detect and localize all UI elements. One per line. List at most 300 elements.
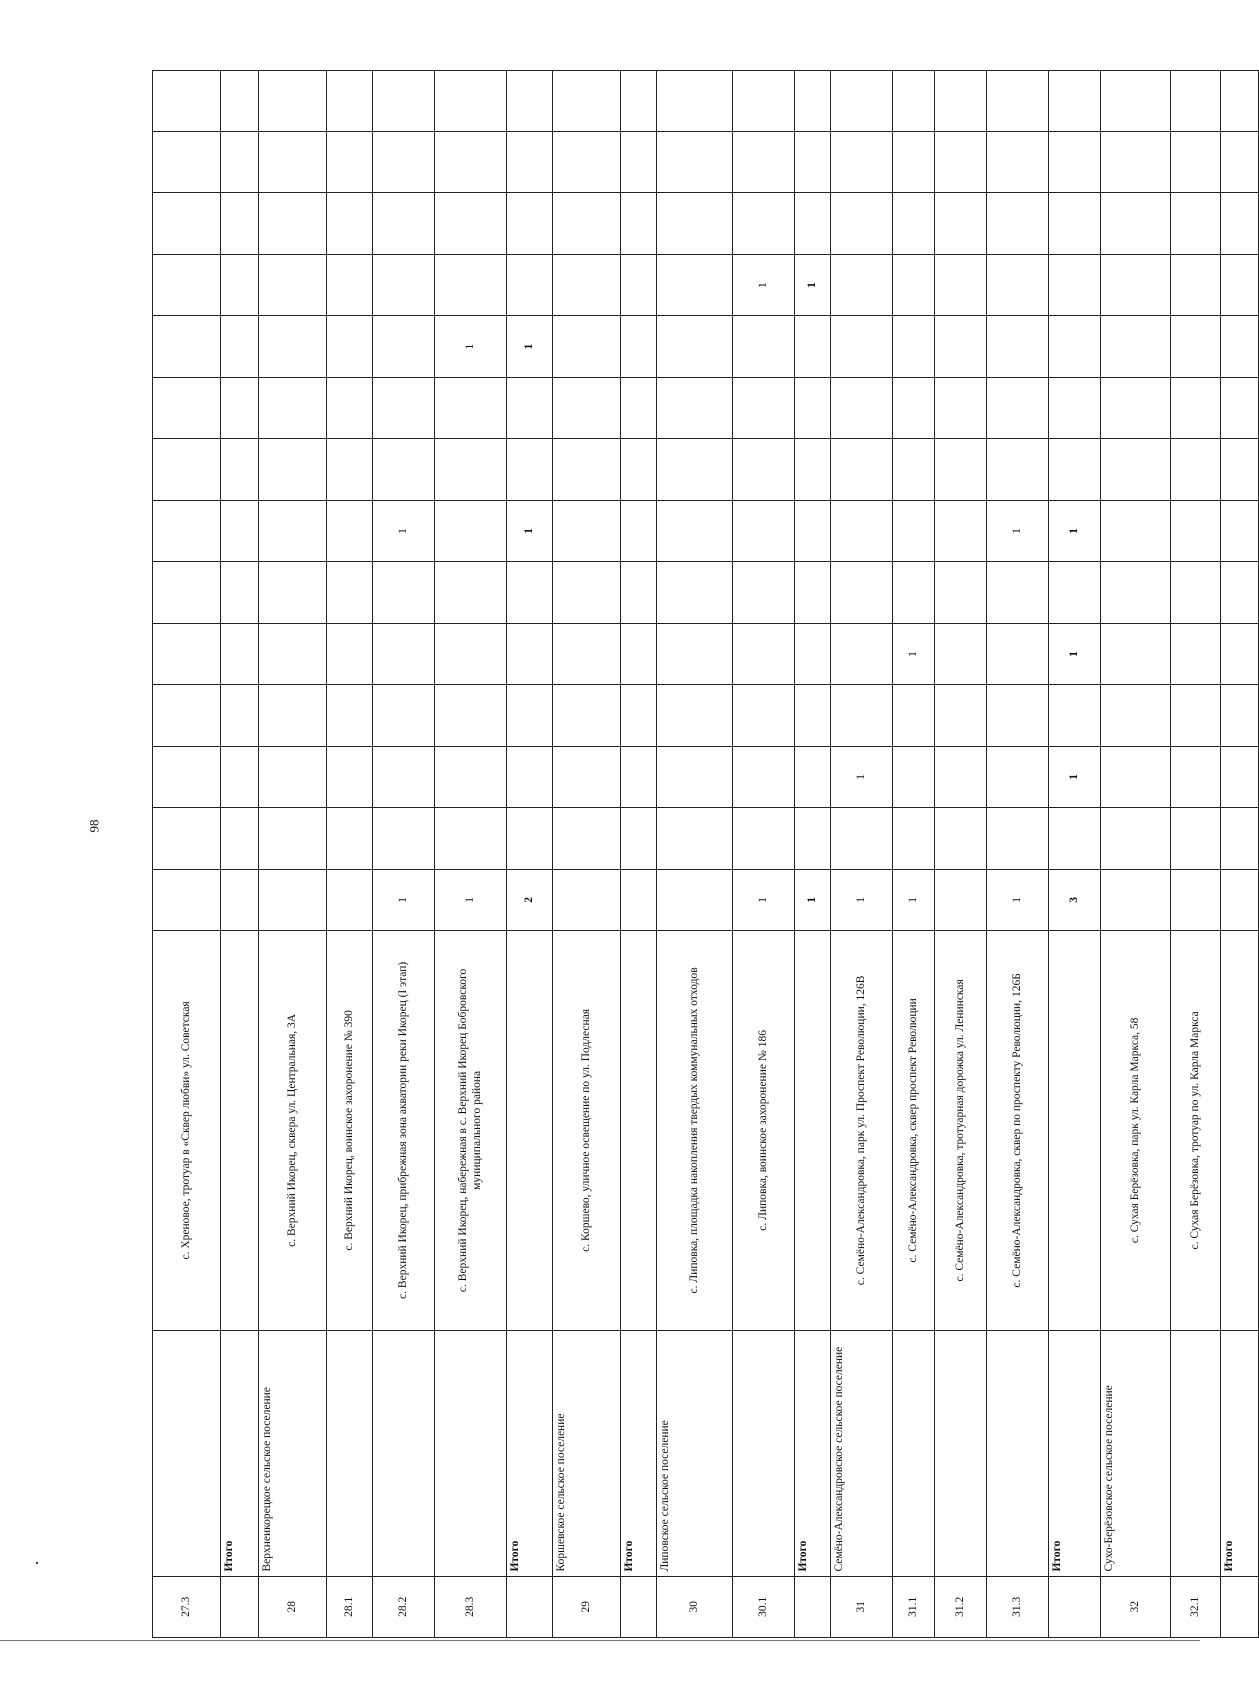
value-cell <box>1171 623 1221 684</box>
settlement-name <box>893 1330 935 1576</box>
value-cell <box>221 685 259 746</box>
object-description <box>1221 931 1259 1331</box>
table-row <box>893 9 935 1638</box>
value-cell <box>935 685 987 746</box>
object-description: с. Сухая Берёзовка, парк ул. Карла Маркса, 58 <box>1101 931 1171 1331</box>
value-cell <box>373 193 435 254</box>
value-cell <box>1101 70 1171 131</box>
value-cell <box>373 70 435 131</box>
value-cell <box>221 623 259 684</box>
value-cell <box>507 439 553 500</box>
value-cell <box>153 746 221 807</box>
value-cell <box>893 70 935 131</box>
total-label: Итого <box>795 1330 831 1576</box>
value-cell <box>373 562 435 623</box>
value-cell <box>795 193 831 254</box>
value-cell <box>1049 562 1101 623</box>
total-label: Итого <box>1221 1330 1259 1576</box>
value-cell <box>1101 500 1171 561</box>
value-cell <box>831 685 893 746</box>
object-description: с. Семёно-Александровка, сквер проспект Революции <box>893 931 935 1331</box>
value-cell <box>1221 254 1259 315</box>
row-number <box>795 1576 831 1637</box>
object-description: с. Семёно-Александровка, сквер по проспекту Революции, 126Б <box>987 931 1049 1331</box>
table-row <box>1221 9 1259 1638</box>
value-cell: 1 <box>987 869 1049 930</box>
table-row <box>1101 9 1171 1638</box>
object-description: с. Липовка, площадка накопления твердых коммунальных отходов <box>657 931 733 1331</box>
value-cell <box>153 439 221 500</box>
value-cell <box>893 685 935 746</box>
row-number: 31 <box>831 1576 893 1637</box>
value-cell <box>435 746 507 807</box>
value-cell: 1 <box>507 500 553 561</box>
value-cell <box>987 746 1049 807</box>
value-cell <box>259 377 327 438</box>
value-cell <box>621 808 657 869</box>
value-cell <box>831 377 893 438</box>
value-cell <box>221 377 259 438</box>
value-cell <box>795 623 831 684</box>
table-row <box>831 9 893 1638</box>
value-cell <box>1221 193 1259 254</box>
table-row <box>621 9 657 1638</box>
value-cell <box>373 808 435 869</box>
value-cell <box>831 254 893 315</box>
value-cell <box>507 685 553 746</box>
value-cell: 1 <box>987 500 1049 561</box>
value-cell <box>435 439 507 500</box>
value-cell: 1 <box>435 316 507 377</box>
value-cell <box>621 254 657 315</box>
value-cell <box>373 746 435 807</box>
value-cell <box>621 685 657 746</box>
value-cell <box>893 808 935 869</box>
value-cell <box>1221 132 1259 193</box>
value-cell <box>987 70 1049 131</box>
value-cell <box>1171 746 1221 807</box>
value-cell <box>327 746 373 807</box>
value-cell <box>621 70 657 131</box>
value-cell <box>373 316 435 377</box>
table-row <box>373 9 435 1638</box>
value-cell <box>435 623 507 684</box>
value-cell <box>657 254 733 315</box>
value-cell <box>553 70 621 131</box>
value-cell <box>153 623 221 684</box>
value-cell: 3 <box>1049 869 1101 930</box>
value-cell <box>153 808 221 869</box>
value-cell <box>893 562 935 623</box>
stray-mark <box>36 1562 38 1564</box>
object-description <box>621 931 657 1331</box>
value-cell <box>733 808 795 869</box>
value-cell <box>987 439 1049 500</box>
value-cell <box>553 377 621 438</box>
value-cell <box>1049 254 1101 315</box>
value-cell <box>221 869 259 930</box>
value-cell <box>935 623 987 684</box>
value-cell <box>1221 562 1259 623</box>
value-cell <box>259 70 327 131</box>
value-cell <box>795 808 831 869</box>
value-cell <box>657 500 733 561</box>
total-label: Итого <box>621 1330 657 1576</box>
value-cell <box>987 685 1049 746</box>
row-number: 31.3 <box>987 1576 1049 1637</box>
value-cell <box>831 500 893 561</box>
total-label: Итого <box>507 1330 553 1576</box>
value-cell: 1 <box>733 254 795 315</box>
value-cell <box>507 623 553 684</box>
value-cell <box>1221 377 1259 438</box>
value-cell <box>259 623 327 684</box>
value-cell <box>507 808 553 869</box>
row-number <box>221 1576 259 1637</box>
value-cell <box>153 70 221 131</box>
value-cell <box>553 254 621 315</box>
value-cell <box>1101 316 1171 377</box>
value-cell <box>621 132 657 193</box>
table-row <box>795 9 831 1638</box>
value-cell <box>733 685 795 746</box>
value-cell <box>621 869 657 930</box>
value-cell <box>259 316 327 377</box>
value-cell <box>1049 808 1101 869</box>
value-cell <box>373 623 435 684</box>
value-cell <box>1171 70 1221 131</box>
value-cell <box>153 132 221 193</box>
value-cell <box>795 500 831 561</box>
value-cell <box>259 685 327 746</box>
value-cell <box>987 132 1049 193</box>
value-cell <box>935 808 987 869</box>
value-cell <box>621 377 657 438</box>
value-cell <box>1221 500 1259 561</box>
value-cell <box>733 70 795 131</box>
value-cell <box>987 808 1049 869</box>
value-cell: 1 <box>507 316 553 377</box>
value-cell <box>733 377 795 438</box>
settlement-name: Липовское сельское поселение <box>657 1330 733 1576</box>
value-cell <box>733 439 795 500</box>
value-cell <box>893 746 935 807</box>
settlement-name <box>373 1330 435 1576</box>
value-cell <box>1049 193 1101 254</box>
value-cell <box>1101 869 1171 930</box>
value-cell <box>733 562 795 623</box>
value-cell <box>327 439 373 500</box>
settlement-name: Сухо-Берёзовское сельское поселение <box>1101 1330 1171 1576</box>
value-cell <box>657 377 733 438</box>
value-cell <box>795 70 831 131</box>
value-cell <box>1101 439 1171 500</box>
value-cell <box>221 316 259 377</box>
settlement-name <box>153 1330 221 1576</box>
row-number: 30 <box>657 1576 733 1637</box>
value-cell <box>621 500 657 561</box>
value-cell <box>795 439 831 500</box>
value-cell <box>259 193 327 254</box>
value-cell <box>831 439 893 500</box>
value-cell: 1 <box>373 500 435 561</box>
value-cell <box>373 685 435 746</box>
value-cell <box>327 193 373 254</box>
table-row <box>507 9 553 1638</box>
row-number: 28.1 <box>327 1576 373 1637</box>
settlement-name <box>1171 1330 1221 1576</box>
value-cell <box>259 439 327 500</box>
value-cell <box>435 377 507 438</box>
value-cell <box>259 746 327 807</box>
value-cell <box>507 193 553 254</box>
value-cell <box>153 562 221 623</box>
row-number <box>1049 1576 1101 1637</box>
table-row <box>1171 9 1221 1638</box>
value-cell <box>1171 500 1221 561</box>
value-cell <box>1171 377 1221 438</box>
value-cell <box>1101 808 1171 869</box>
object-description: с. Верхний Икорец, прибрежная зона акватории реки Икорец (I этап) <box>373 931 435 1331</box>
value-cell: 2 <box>507 869 553 930</box>
value-cell <box>327 70 373 131</box>
value-cell <box>893 500 935 561</box>
total-label: Итого <box>1049 1330 1101 1576</box>
value-cell: 1 <box>795 254 831 315</box>
value-cell <box>553 132 621 193</box>
value-cell <box>657 132 733 193</box>
value-cell <box>221 808 259 869</box>
value-cell <box>987 254 1049 315</box>
value-cell <box>553 439 621 500</box>
row-number: 29 <box>553 1576 621 1637</box>
value-cell <box>435 808 507 869</box>
value-cell <box>893 377 935 438</box>
object-description: с. Сухая Берёзовка, тротуар по ул. Карла Маркса <box>1171 931 1221 1331</box>
value-cell <box>1221 685 1259 746</box>
value-cell <box>1171 193 1221 254</box>
value-cell: 1 <box>733 869 795 930</box>
value-cell <box>1101 193 1171 254</box>
value-cell <box>221 70 259 131</box>
value-cell <box>657 316 733 377</box>
value-cell <box>893 316 935 377</box>
value-cell <box>795 685 831 746</box>
value-cell <box>1049 685 1101 746</box>
value-cell <box>507 746 553 807</box>
row-number: 32.1 <box>1171 1576 1221 1637</box>
value-cell: 1 <box>831 869 893 930</box>
value-cell <box>1049 316 1101 377</box>
value-cell <box>893 439 935 500</box>
value-cell <box>327 500 373 561</box>
value-cell: 1 <box>1049 623 1101 684</box>
value-cell <box>621 562 657 623</box>
value-cell <box>507 254 553 315</box>
value-cell <box>1171 254 1221 315</box>
value-cell <box>327 132 373 193</box>
value-cell <box>373 254 435 315</box>
settlement-name <box>435 1330 507 1576</box>
value-cell <box>1101 685 1171 746</box>
row-number <box>507 1576 553 1637</box>
value-cell <box>733 316 795 377</box>
value-cell <box>553 808 621 869</box>
object-description: с. Семёно-Александровка, тротуарная дорожка ул. Ленинская <box>935 931 987 1331</box>
value-cell <box>621 439 657 500</box>
row-number: 28.3 <box>435 1576 507 1637</box>
value-cell <box>795 746 831 807</box>
table-row <box>733 9 795 1638</box>
value-cell <box>153 377 221 438</box>
value-cell <box>507 377 553 438</box>
value-cell <box>153 500 221 561</box>
value-cell <box>1171 562 1221 623</box>
table-row <box>259 9 327 1638</box>
value-cell <box>327 316 373 377</box>
table-row <box>935 9 987 1638</box>
value-cell <box>553 623 621 684</box>
value-cell <box>553 869 621 930</box>
row-number: 30.1 <box>733 1576 795 1637</box>
value-cell <box>435 254 507 315</box>
value-cell <box>657 562 733 623</box>
value-cell <box>435 685 507 746</box>
value-cell <box>221 500 259 561</box>
value-cell <box>893 132 935 193</box>
value-cell <box>553 193 621 254</box>
value-cell: 1 <box>435 869 507 930</box>
value-cell <box>935 500 987 561</box>
value-cell <box>1221 746 1259 807</box>
value-cell <box>221 439 259 500</box>
value-cell <box>553 746 621 807</box>
value-cell <box>553 562 621 623</box>
value-cell <box>987 562 1049 623</box>
value-cell: 1 <box>893 869 935 930</box>
value-cell <box>259 869 327 930</box>
object-description: с. Липовка, воинское захоронение № 186 <box>733 931 795 1331</box>
table-row <box>657 9 733 1638</box>
value-cell <box>935 377 987 438</box>
value-cell <box>987 316 1049 377</box>
value-cell <box>221 132 259 193</box>
value-cell: 1 <box>1049 746 1101 807</box>
value-cell <box>657 746 733 807</box>
value-cell <box>1101 623 1171 684</box>
value-cell <box>153 685 221 746</box>
value-cell <box>831 808 893 869</box>
value-cell <box>831 316 893 377</box>
value-cell <box>831 70 893 131</box>
value-cell <box>1101 377 1171 438</box>
value-cell <box>259 562 327 623</box>
value-cell <box>153 869 221 930</box>
value-cell: 1 <box>893 623 935 684</box>
value-cell <box>373 377 435 438</box>
value-cell <box>553 685 621 746</box>
object-description: с. Верхний Икорец, сквера ул. Центральная, 3А <box>259 931 327 1331</box>
settlement-name <box>935 1330 987 1576</box>
rotated-table-container <box>152 8 1235 1638</box>
value-cell <box>507 132 553 193</box>
object-description: с. Верхний Икорец, воинское захоронение № 390 <box>327 931 373 1331</box>
value-cell <box>1171 439 1221 500</box>
value-cell <box>373 439 435 500</box>
value-cell <box>435 500 507 561</box>
value-cell <box>733 746 795 807</box>
value-cell <box>1221 869 1259 930</box>
value-cell <box>1101 562 1171 623</box>
value-cell <box>327 562 373 623</box>
value-cell <box>621 623 657 684</box>
improvement-objects-table <box>152 8 1259 1638</box>
value-cell <box>259 808 327 869</box>
value-cell <box>657 623 733 684</box>
row-number: 32 <box>1101 1576 1171 1637</box>
value-cell <box>1221 623 1259 684</box>
value-cell <box>1049 377 1101 438</box>
row-number: 31.1 <box>893 1576 935 1637</box>
object-description <box>221 931 259 1331</box>
value-cell <box>259 500 327 561</box>
value-cell <box>621 193 657 254</box>
value-cell <box>657 685 733 746</box>
value-cell <box>259 132 327 193</box>
value-cell <box>1221 316 1259 377</box>
value-cell <box>153 254 221 315</box>
table-row <box>435 9 507 1638</box>
value-cell: 1 <box>795 869 831 930</box>
value-cell <box>1101 254 1171 315</box>
value-cell <box>831 132 893 193</box>
value-cell <box>795 562 831 623</box>
object-description <box>1049 931 1101 1331</box>
table-row <box>1049 9 1101 1638</box>
value-cell <box>733 193 795 254</box>
value-cell <box>831 193 893 254</box>
value-cell <box>657 808 733 869</box>
value-cell <box>935 132 987 193</box>
settlement-name: Верхнеикорецкое сельское поселение <box>259 1330 327 1576</box>
value-cell <box>221 746 259 807</box>
value-cell <box>935 562 987 623</box>
value-cell <box>1171 316 1221 377</box>
settlement-name <box>327 1330 373 1576</box>
value-cell <box>221 254 259 315</box>
value-cell <box>795 316 831 377</box>
table-row <box>987 9 1049 1638</box>
row-number <box>621 1576 657 1637</box>
value-cell <box>621 316 657 377</box>
value-cell <box>1221 439 1259 500</box>
table-row <box>153 9 221 1638</box>
value-cell <box>327 377 373 438</box>
value-cell <box>259 254 327 315</box>
row-number: 27.3 <box>153 1576 221 1637</box>
table-row <box>327 9 373 1638</box>
table-row <box>221 9 259 1638</box>
bottom-rule <box>0 1640 1200 1641</box>
value-cell <box>935 254 987 315</box>
value-cell <box>435 132 507 193</box>
value-cell <box>657 193 733 254</box>
value-cell <box>987 623 1049 684</box>
settlement-name <box>733 1330 795 1576</box>
value-cell <box>733 500 795 561</box>
value-cell <box>507 70 553 131</box>
value-cell: 1 <box>831 746 893 807</box>
